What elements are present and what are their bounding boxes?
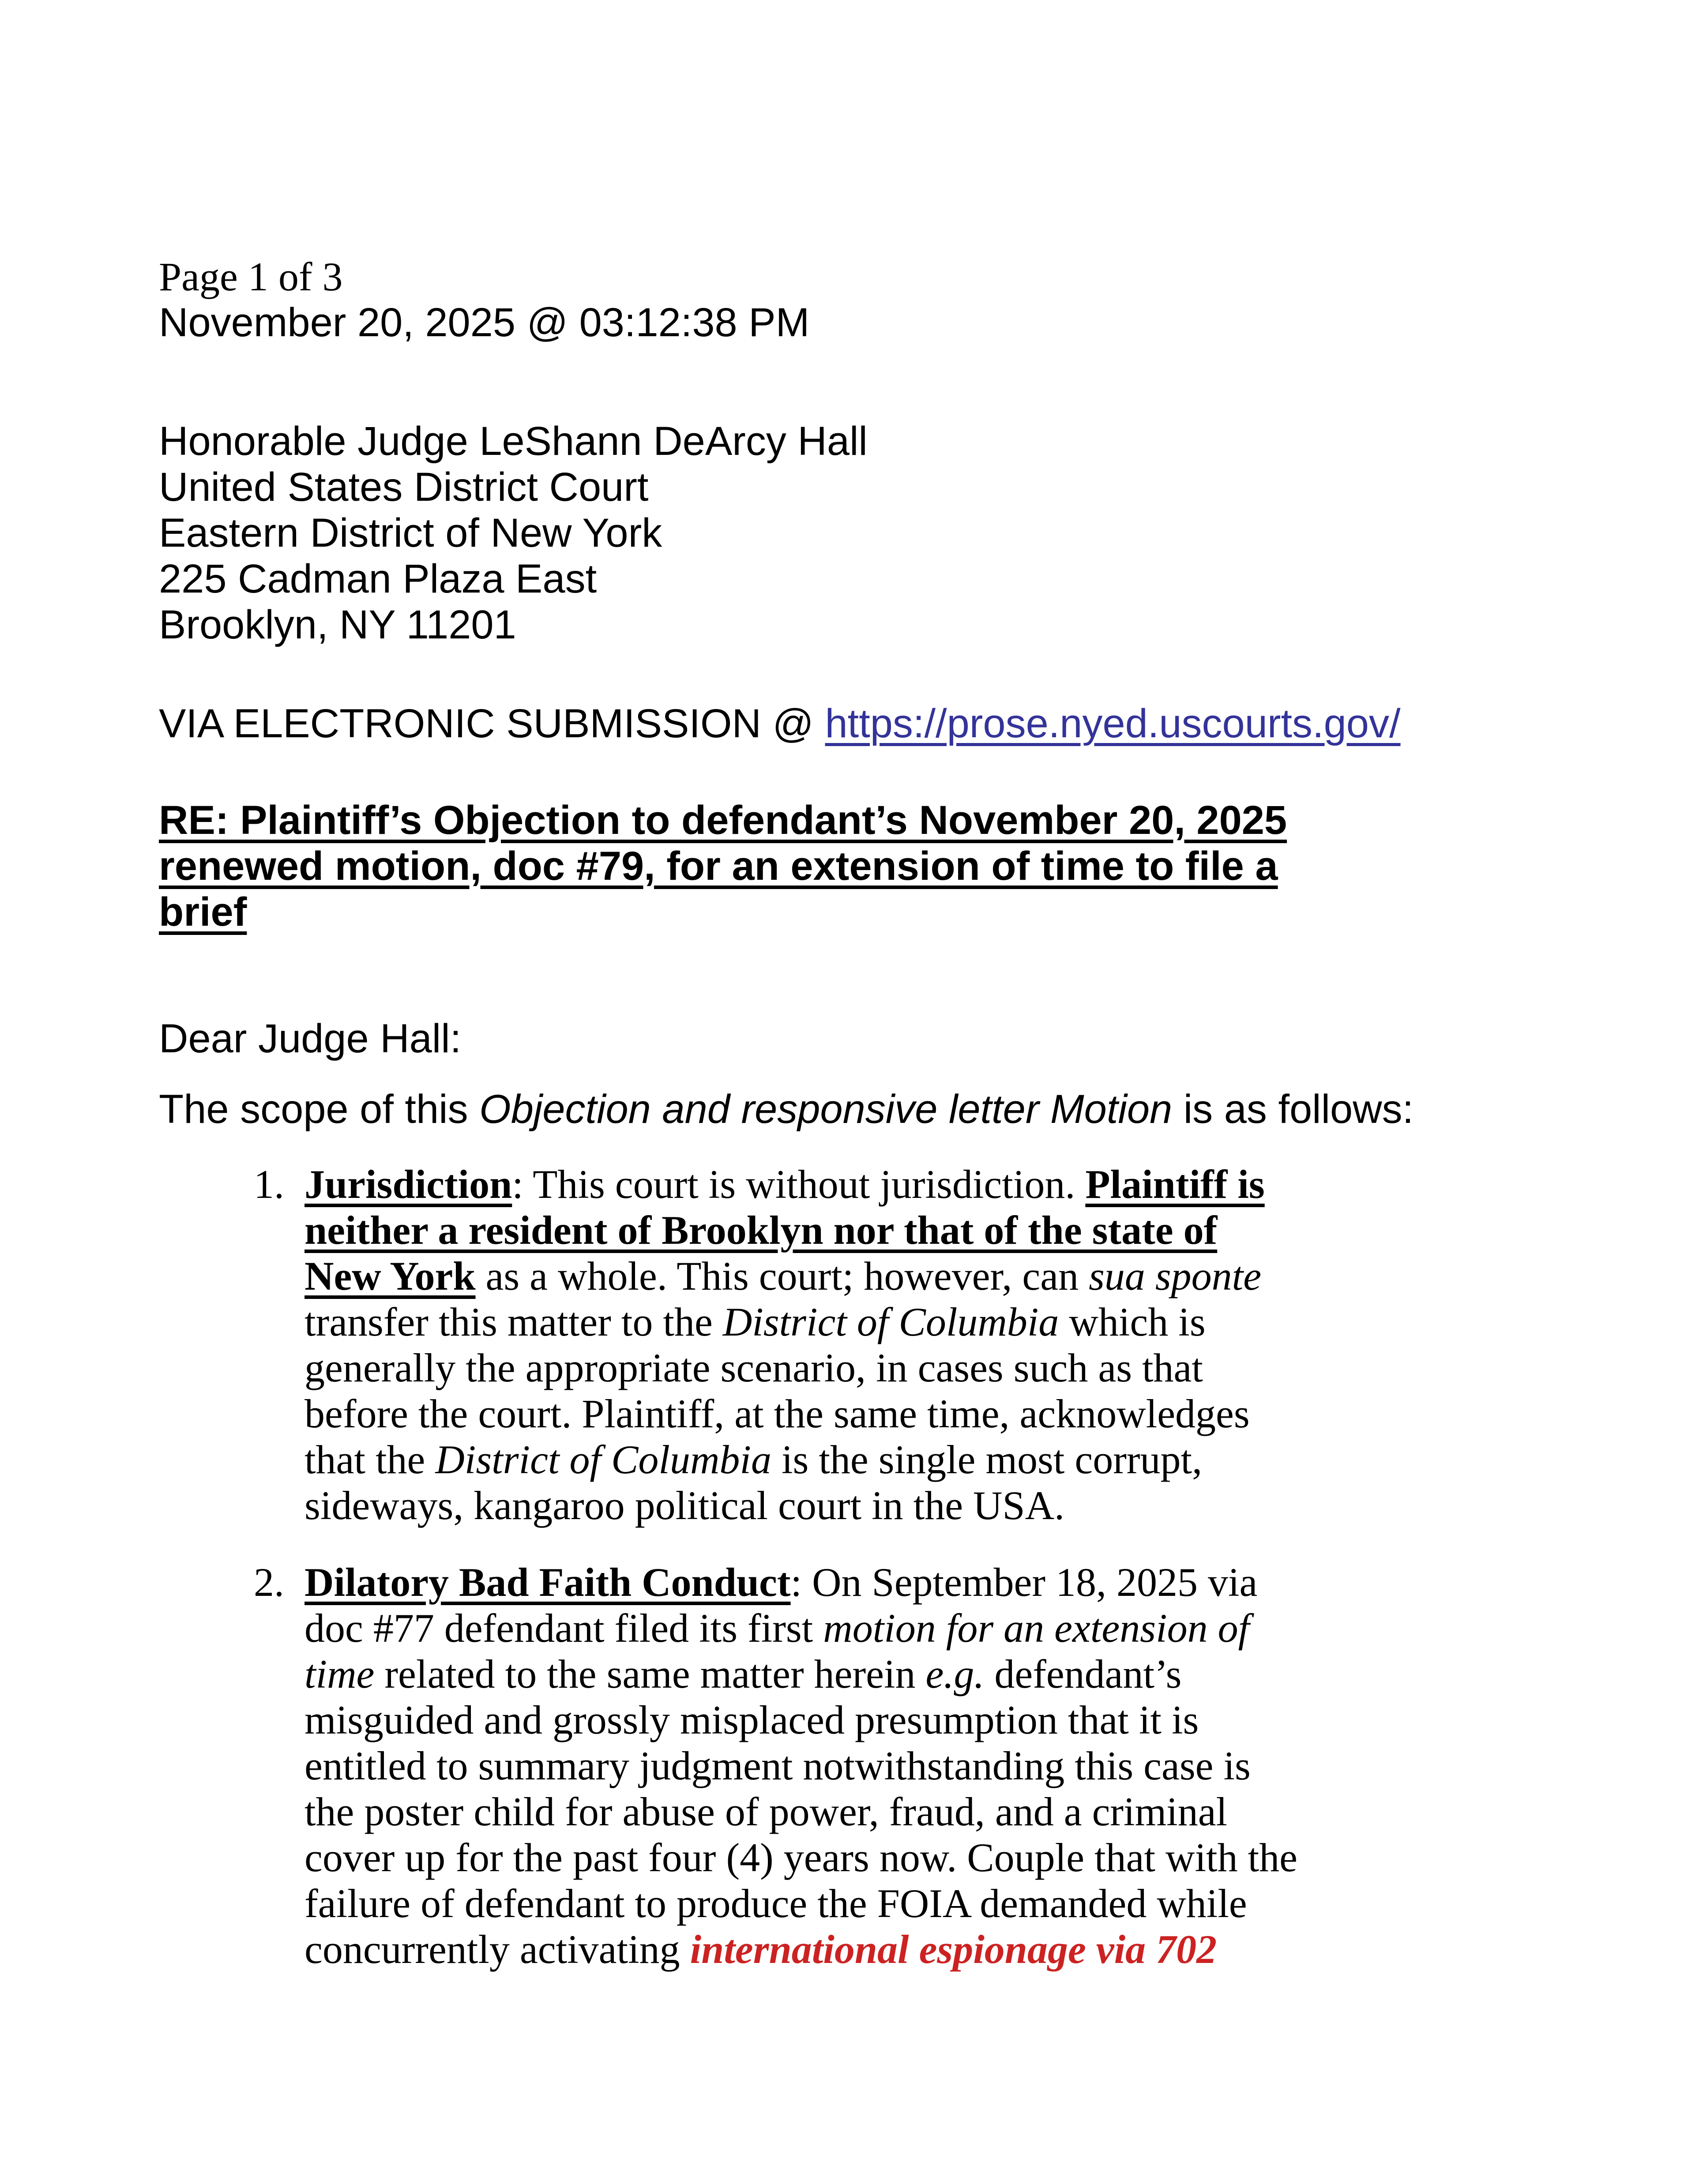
- list-item-dilatory-conduct: [159, 1559, 1527, 1972]
- page-header: [159, 254, 1527, 345]
- text-segment: which is: [1059, 1299, 1206, 1344]
- text-segment: transfer this matter to the: [305, 1299, 723, 1344]
- recipient-court: United States District Court: [159, 465, 649, 510]
- text-line: [305, 1299, 1527, 1345]
- text-segment: as a whole. This court; however, can: [475, 1253, 1089, 1298]
- text-segment: sideways, kangaroo political court in the USA.: [305, 1483, 1065, 1528]
- text-segment: VIA ELECTRONIC SUBMISSION @: [159, 701, 825, 746]
- text-segment: RE: Plaintiff’s Objection to defendant’s November 20, 2025: [159, 798, 1287, 843]
- text-segment: Dilatory Bad Faith Conduct: [305, 1560, 791, 1605]
- recipient-name: Honorable Judge LeShann DeArcy Hall: [159, 419, 868, 464]
- text-segment: cover up for the past four (4) years now. Couple that with the: [305, 1835, 1297, 1880]
- text-line: [305, 1926, 1527, 1972]
- text-line: [305, 1161, 1527, 1207]
- text-segment: Jurisdiction: [305, 1162, 512, 1207]
- text-segment: : This court is without jurisdiction.: [512, 1162, 1086, 1207]
- text-segment: international espionage via 702: [690, 1927, 1217, 1972]
- text-segment: brief: [159, 889, 247, 934]
- text-segment: motion for an extension of: [823, 1606, 1250, 1651]
- page-number-label: Page 1 of 3: [159, 254, 343, 299]
- recipient-street: 225 Cadman Plaza East: [159, 556, 597, 601]
- text-segment: before the court. Plaintiff, at the same time, acknowledges: [305, 1391, 1250, 1436]
- text-line: [305, 1880, 1527, 1926]
- text-line: [305, 1789, 1527, 1835]
- recipient-district: Eastern District of New York: [159, 510, 662, 555]
- text-segment: renewed motion, doc #79, for an extension of time to file a: [159, 844, 1278, 889]
- text-line: [305, 1743, 1527, 1789]
- text-segment: e.g.: [925, 1651, 985, 1696]
- text-line: [305, 1207, 1527, 1253]
- text-line: [305, 1482, 1527, 1528]
- text-line: [159, 1086, 1527, 1132]
- list-item-body: [305, 1559, 1527, 1972]
- text-segment: generally the appropriate scenario, in cases such as that: [305, 1345, 1203, 1390]
- text-segment: District of Columbia: [435, 1437, 771, 1482]
- text-line: [305, 1253, 1527, 1299]
- salutation-text: Dear Judge Hall:: [159, 1016, 462, 1061]
- subject-heading: [159, 797, 1527, 935]
- text-line: [159, 889, 1527, 935]
- text-line: [159, 797, 1527, 843]
- text-segment: related to the same matter herein: [374, 1651, 926, 1696]
- text-segment: time: [305, 1651, 375, 1696]
- text-line: [305, 1437, 1527, 1482]
- numbered-list: [159, 1161, 1527, 1972]
- text-segment: the poster child for abuse of power, fraud, and a criminal: [305, 1789, 1228, 1834]
- text-segment: The scope of this: [159, 1087, 480, 1132]
- text-segment: New York: [305, 1253, 476, 1298]
- salutation: [159, 1016, 1527, 1062]
- text-segment: failure of defendant to produce the FOIA demanded while: [305, 1881, 1247, 1926]
- submission-link[interactable]: https://prose.nyed.uscourts.gov/: [825, 701, 1401, 746]
- text-segment: is as follows:: [1172, 1087, 1414, 1132]
- intro-paragraph: [159, 1086, 1527, 1132]
- list-item-number: 2.: [254, 1560, 284, 1605]
- recipient-city: Brooklyn, NY 11201: [159, 602, 516, 647]
- text-segment: doc #77 defendant filed its first: [305, 1606, 823, 1651]
- text-segment: misguided and grossly misplaced presumption that it is: [305, 1697, 1199, 1742]
- text-segment: concurrently activating: [305, 1927, 690, 1972]
- text-segment: defendant’s: [984, 1651, 1182, 1696]
- text-segment: neither a resident of Brooklyn nor that of the state of: [305, 1208, 1218, 1253]
- text-line: [305, 1345, 1527, 1391]
- text-segment: is the single most corrupt,: [771, 1437, 1203, 1482]
- recipient-address: [159, 418, 1527, 648]
- text-segment: entitled to summary judgment notwithstanding this case is: [305, 1743, 1251, 1788]
- text-line: [305, 1559, 1527, 1605]
- text-segment: sua sponte: [1089, 1253, 1262, 1298]
- list-item-jurisdiction: [159, 1161, 1527, 1528]
- text-segment: Objection and responsive letter Motion: [479, 1087, 1173, 1132]
- text-segment: District of Columbia: [722, 1299, 1059, 1344]
- text-segment: that the: [305, 1437, 436, 1482]
- timestamp-label: November 20, 2025 @ 03:12:38 PM: [159, 300, 810, 345]
- list-item-number: 1.: [254, 1162, 284, 1207]
- text-line: [305, 1651, 1527, 1697]
- text-line: [159, 701, 1527, 747]
- text-line: [305, 1697, 1527, 1743]
- text-line: [305, 1605, 1527, 1651]
- text-line: [305, 1835, 1527, 1880]
- text-line: [159, 843, 1527, 889]
- text-line: [305, 1391, 1527, 1437]
- text-segment: Plaintiff is: [1085, 1162, 1265, 1207]
- list-item-body: [305, 1161, 1527, 1528]
- text-segment: : On September 18, 2025 via: [790, 1560, 1258, 1605]
- submission-method-line: [159, 701, 1527, 747]
